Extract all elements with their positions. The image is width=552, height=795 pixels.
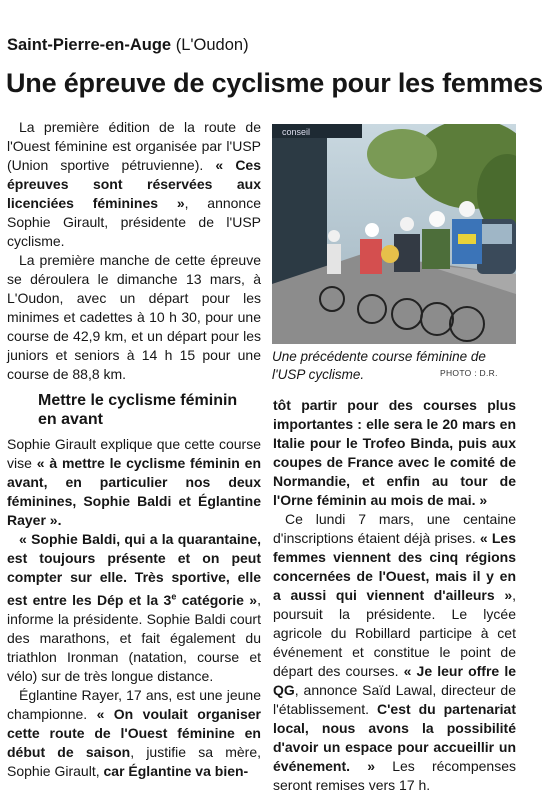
quote: car Églantine va bien-	[103, 762, 249, 779]
text: Églantine Rayer, 17 ans, est une jeune championne.	[7, 686, 261, 722]
column-2	[273, 396, 516, 795]
quote: C'est du partenariat local, nous avons la possibilité d'avoir un espace pour accueillir un événement. »	[273, 701, 516, 774]
photo-credit: PHOTO : D.R.	[440, 368, 498, 378]
subheading: Mettre le cyclisme féminin en avant	[38, 392, 238, 428]
kicker-place: Saint-Pierre-en-Auge	[7, 36, 172, 54]
paragraph-1	[7, 118, 261, 251]
text: Sophie Girault explique que cette course vise	[7, 436, 261, 471]
text: Ce lundi 7 mars, une centaine d'inscriptions étaient déjà prises.	[273, 511, 516, 546]
quote: « On voulait organiser cette route de l'Ouest féminine en début de saison	[7, 705, 261, 760]
article-photo	[272, 124, 516, 344]
paragraph-3	[7, 435, 261, 530]
text: catégorie »	[176, 591, 258, 608]
cyclists-image	[272, 124, 516, 344]
text: Les récompenses seront remises vers 17 h.	[273, 758, 516, 793]
superscript: e	[171, 591, 177, 601]
text: , annonce Sophie Girault, présidente de l'USP cyclisme.	[7, 195, 262, 249]
photo-caption: Une précédente course féminine de l'USP cyclisme.	[272, 349, 486, 382]
text: La première édition de la route de l'Ouest féminine est organisée par l'USP (Union sportive pétruvienne).	[7, 119, 261, 173]
quote: « Je leur offre le QG	[273, 663, 516, 698]
headline: Une épreuve de cyclisme pour les femmes	[6, 68, 543, 98]
quote	[7, 531, 261, 608]
column-1-top	[7, 118, 261, 384]
text: , annonce Saïd Lawal, directeur de l'établissement.	[273, 682, 516, 717]
paragraph-4	[7, 530, 261, 686]
banner-text: conseil	[282, 127, 311, 137]
text: , informe la présidente. Sophie Baldi court des marathons, et fait également du triathlon Ironman (natation, course et vélo) sur de très longue distance.	[7, 591, 261, 684]
text: , poursuit la présidente. Le lycée agricole du Robillard participe à cet événement et constitue le point de départ des courses.	[273, 587, 516, 679]
kicker	[7, 36, 249, 55]
column-1-bottom	[7, 435, 261, 781]
paragraph-7	[273, 510, 516, 795]
quote: « Les femmes viennent des cinq régions concernées de l'Ouest, mais il y en a aussi qui viennent d'ailleurs »	[273, 530, 516, 603]
text: , justifie sa mère, Sophie Girault,	[7, 743, 261, 779]
quote: « Ces épreuves sont réservées aux licenciées féminines »	[7, 157, 261, 211]
quote: « à mettre le cyclisme féminin en avant, en particulier nos deux féminines, Sophie Baldi et Églantine Rayer ».	[7, 455, 262, 528]
quote: tôt partir pour des courses plus importantes : elle sera le 20 mars en Italie pour le Trofeo Binda, puis aux coupes de France avec le comité de Normandie, et enfin au tour de l'Orne féminin au mois de mai. »	[273, 397, 516, 508]
paragraph-6	[273, 396, 516, 510]
paragraph-2: La première manche de cette épreuve se déroulera le dimanche 13 mars, à L'Oudon, avec un départ pour les minimes et cadettes à 10 h 30, pour une course de 42,9 km, et un départ pour les juniors et seniors à 14 h 15 pour une course de 88,8 km.	[7, 252, 261, 382]
kicker-sub: (L'Oudon)	[171, 36, 249, 54]
paragraph-5	[7, 686, 261, 781]
text: « Sophie Baldi, qui a la quarantaine, est toujours présente et on peut compter sur elle. Très sportive, elle est entre les Dép et la 3	[7, 531, 261, 608]
